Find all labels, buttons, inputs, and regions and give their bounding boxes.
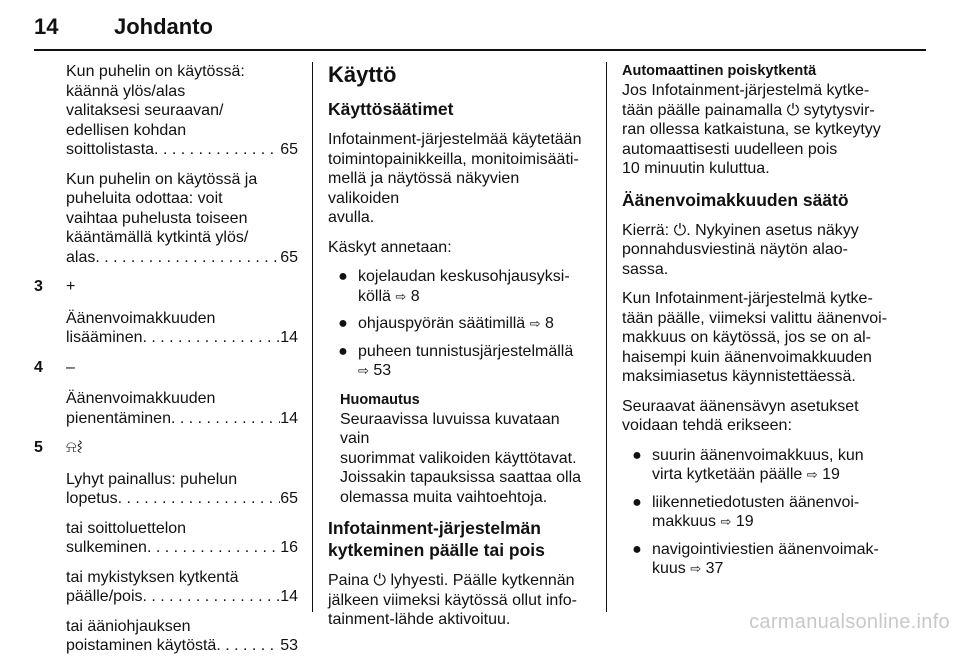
- power-paragraph: Paina ⏻ lyhyesti. Päälle kytkennän jälkeen viimeksi käytössä ollut info- tainment-lähde aktivoituu.: [328, 572, 577, 628]
- column-2: [328, 62, 592, 640]
- control-5: [34, 438, 298, 458]
- reference-arrow-icon: ⇨: [395, 288, 407, 304]
- control-4: [34, 358, 298, 378]
- note-block: Huomautus Seuraavissa luvuissa kuvataan vain suorimmat valikoiden käyttötavat. Joissakin tapauksissa saattaa olla olemassa muita vaihtoehtoja.: [328, 391, 592, 508]
- volume-paragraph: Kierrä: ⏻. Nykyinen asetus näkyy ponnahdusviestinä näytön alao- sassa.: [622, 221, 859, 278]
- list-item: ● suurin äänenvoimakkuus, kun virta kytketään päälle ⇨ 19: [632, 446, 864, 483]
- list-item: ● liikennetiedotusten äänenvoi- makkuus ⇨ 19: [632, 493, 860, 530]
- watermark: carmanualsonline.info: [749, 611, 950, 633]
- column-3: [622, 62, 890, 589]
- list-item: ● puheen tunnistusjärjestelmällä ⇨ 53: [338, 342, 574, 379]
- auto-off-title: Automaattinen poiskytkentä: [622, 63, 817, 79]
- column-1: [34, 62, 298, 666]
- toc-entry: alas . . . 65: [66, 248, 298, 268]
- close-list-entry: tai soittoluettelon sulkeminen . . . 16: [34, 519, 298, 558]
- reference-arrow-icon: ⇨: [690, 561, 702, 576]
- reference-arrow-icon: ⇨: [358, 363, 369, 378]
- list-item: ● ohjauspyörän säätimillä ⇨ 8: [338, 315, 554, 332]
- minus-icon: –: [66, 358, 75, 376]
- controls-paragraph: Infotainment-järjestelmää käytetään toimintopainikkeilla, monitoimisääti- mellä ja näytössä näkyvien valikoiden avulla.: [328, 131, 582, 226]
- plus-icon: +: [66, 278, 76, 295]
- auto-off-paragraph: Jos Infotainment-järjestelmä kytke- tään päälle painamalla ⏻ sytytysvir- ran ollessa katkaistuna, se kytkeytyy automaattisesti uudelleen pois 10 minuutin kuluttua.: [622, 82, 881, 177]
- reference-arrow-icon: ⇨: [529, 316, 541, 331]
- control-number: 5: [34, 439, 43, 456]
- section-heading: Käyttö: [328, 62, 397, 87]
- tone-settings-list: [622, 446, 890, 579]
- volume-heading: Äänenvoimakkuuden säätö: [622, 189, 849, 210]
- call-waiting-paragraph: Kun puhelin on käytössä ja puheluita odottaa: voit vaihtaa puhelusta toiseen kääntämällä kytkintä ylös/ alas . . . 65: [34, 170, 298, 268]
- note-title: Huomautus: [340, 391, 420, 408]
- mute-hangup-icon: ⍾⌇: [66, 439, 83, 456]
- reference-arrow-icon: ⇨: [806, 467, 818, 482]
- power-heading: Infotainment-järjestelmän kytkeminen päälle tai pois: [328, 518, 545, 560]
- reference-arrow-icon: ⇨: [720, 514, 732, 529]
- page-title: Johdanto: [114, 14, 213, 39]
- tone-settings-paragraph: Seuraavat äänensävyn asetukset voidaan tehdä erikseen:: [622, 397, 859, 434]
- volume-down-entry: Äänenvoimakkuuden pienentäminen . . . 14: [34, 389, 298, 428]
- control-number: 3: [34, 278, 43, 295]
- list-item: ● kojelaudan keskusohjausyksi- köllä ⇨ 8: [338, 268, 570, 305]
- toc-entry: soittolistasta . . . 65: [66, 140, 298, 160]
- hangup-entry: Lyhyt painallus: puhelun lopetus . . . 65: [34, 470, 298, 509]
- header-rule: [34, 49, 926, 51]
- intro-paragraph: Kun puhelin on käytössä: käännä ylös/alas valitaksesi seuraavan/ edellisen kohdan soittolistasta . . . 65: [34, 62, 298, 160]
- mute-entry: tai mykistyksen kytkentä päälle/pois . . . 14: [34, 568, 298, 607]
- startup-volume-paragraph: Kun Infotainment-järjestelmä kytke- tään päälle, viimeksi valittu äänenvoi- makkuus on käytössä, jos se on al- haisempi kuin äänenvoimakkuuden maksimiasetus käynnistettäessä.: [622, 290, 888, 385]
- list-item: ● navigointiviestien äänenvoimak- kuus ⇨ 37: [632, 540, 879, 577]
- control-3: [34, 277, 298, 297]
- command-list: [328, 267, 592, 381]
- page-number: 14: [34, 14, 59, 39]
- column-divider-1: [312, 62, 313, 612]
- volume-up-entry: Äänenvoimakkuuden lisääminen . . . 14: [34, 309, 298, 348]
- voice-control-entry: tai ääniohjauksen poistaminen käytöstä . . . 53: [34, 617, 298, 656]
- subsection-heading: Käyttösäätimet: [328, 99, 454, 119]
- commands-paragraph: Käskyt annetaan:: [328, 238, 452, 256]
- column-divider-2: [606, 62, 607, 612]
- control-number: 4: [34, 358, 43, 376]
- page-header: [34, 12, 213, 52]
